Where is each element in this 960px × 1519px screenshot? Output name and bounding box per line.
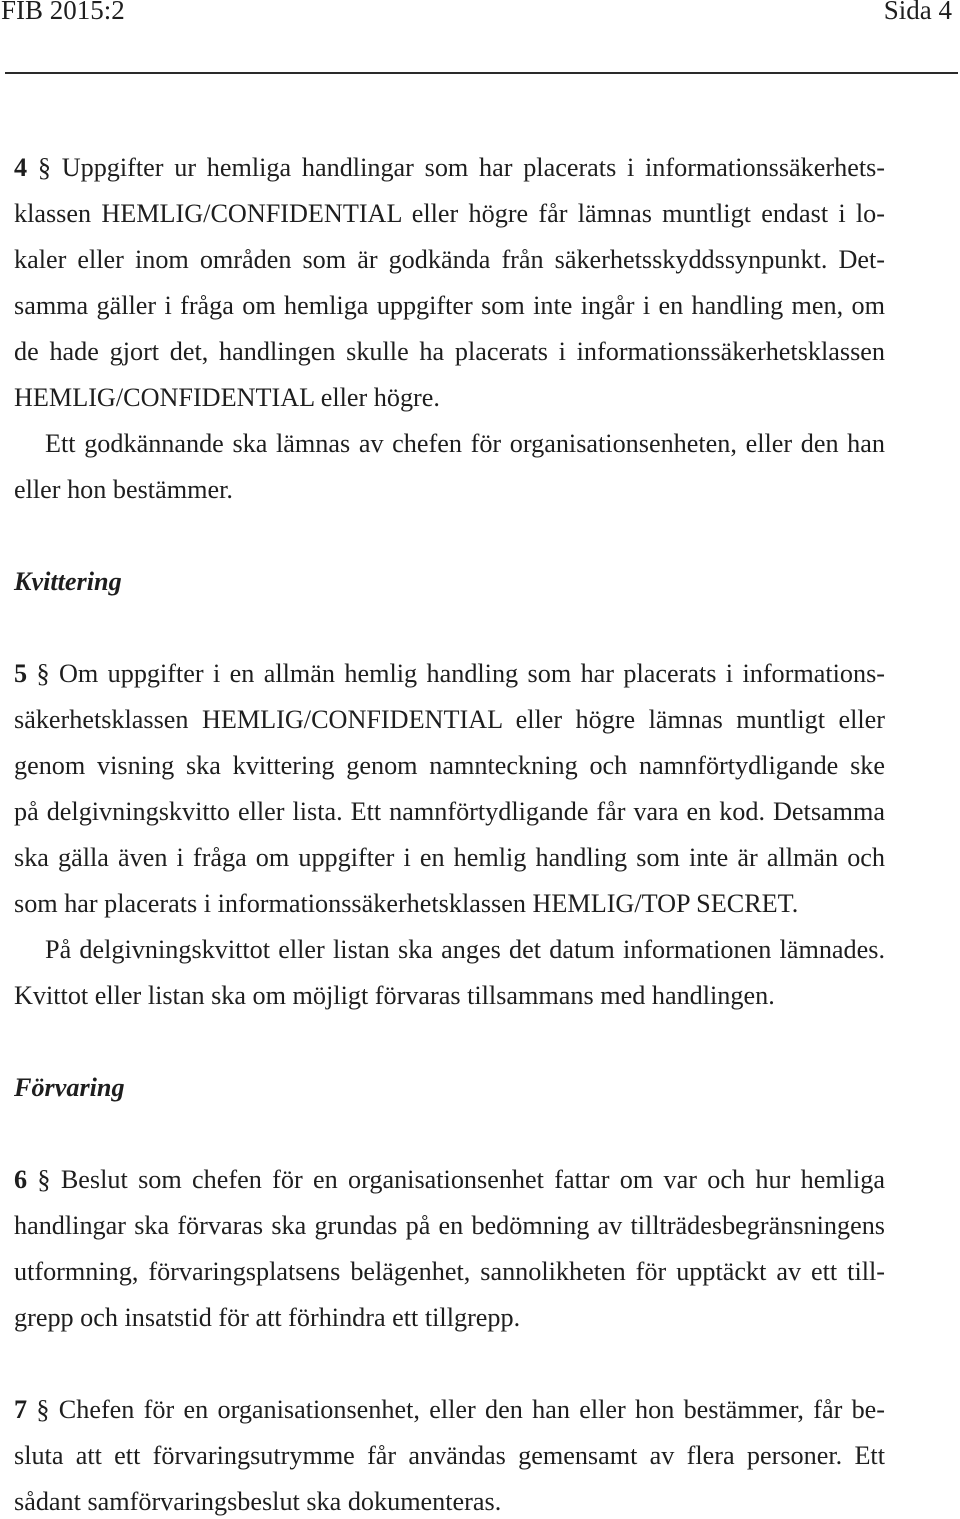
text-line: genom visning ska kvittering genom namnteckning och namnförtydligande ske [14,751,885,780]
text-line: handlingar ska förvaras ska grundas på en bedömning av tillträdesbegränsningens [14,1211,885,1240]
text-line: sluta att ett förvaringsutrymme får användas gemensamt av flera personer. Ett [14,1441,885,1470]
text-line: Kvittot eller listan ska om möjligt förvaras tillsammans med handlingen. [14,981,775,1010]
paragraph-5 [14,651,885,1019]
text-line: som har placerats i informationssäkerhetsklassen HEMLIG/TOP SECRET. [14,889,799,918]
text-line: samma gäller i fråga om hemliga uppgifter som inte ingår i en handling men, om [14,291,885,320]
heading-kvittering-block [14,559,885,605]
paragraph-4 [14,145,885,513]
paragraph-number: 6 [14,1165,28,1194]
text-line: HEMLIG/CONFIDENTIAL eller högre. [14,383,440,412]
text-line [14,1157,885,1195]
text-line-content: Om uppgifter i en allmän hemlig handling som har placerats i informations- [58,659,886,688]
page-number: Sida 4 [883,0,952,25]
paragraph-6 [14,1157,885,1341]
text-line: klassen HEMLIG/CONFIDENTIAL eller högre får lämnas muntligt endast i lo- [14,199,885,228]
text-line: grepp och insatstid för att förhindra ett tillgrepp. [14,1303,521,1332]
text-line-content: Chefen för en organisationsenhet, eller den han eller hon bestämmer, får be- [58,1395,886,1424]
text-line [14,1387,885,1425]
text-line: på delgivningskvitto eller lista. Ett namnförtydligande får vara en kod. Detsamma [14,797,885,826]
text-line: säkerhetsklassen HEMLIG/CONFIDENTIAL eller högre lämnas muntligt eller [14,705,885,734]
text-line-content: Beslut som chefen för en organisationsenhet fattar om var och hur hemliga [60,1165,886,1194]
text-line: ska gälla även i fråga om uppgifter i en hemlig handling som inte är allmän och [14,843,885,872]
paragraph-number: 4 [14,153,28,182]
section-sign: § [37,153,51,182]
section-sign: § [36,1395,50,1424]
text-line: kaler eller inom områden som är godkända från säkerhetsskyddssynpunkt. Det- [14,245,885,274]
text-line: sådant samförvaringsbeslut ska dokumenteras. [14,1487,502,1516]
text-line: Ett godkännande ska lämnas av chefen för organisationsenheten, eller den han [45,429,885,458]
header-rule [5,72,958,74]
section-sign: § [37,1165,51,1194]
section-heading: Förvaring [14,1073,125,1102]
heading-forvaring-block [14,1065,885,1111]
document-id: FIB 2015:2 [1,0,125,25]
paragraph-number: 7 [14,1395,28,1424]
text-line: eller hon bestämmer. [14,475,233,504]
paragraph-7 [14,1387,885,1517]
text-line [14,145,885,183]
document-body [14,145,885,1517]
section-sign: § [36,659,50,688]
text-line-content: Uppgifter ur hemliga handlingar som har placerats i informationssäkerhets- [61,153,886,182]
paragraph-number: 5 [14,659,28,688]
text-line: På delgivningskvittot eller listan ska anges det datum informationen lämnades. [45,935,885,964]
text-line: de hade gjort det, handlingen skulle ha placerats i informationssäkerhetsklassen [14,337,885,366]
text-line [14,651,885,689]
section-heading: Kvittering [14,567,122,596]
text-line: utformning, förvaringsplatsens belägenhet, sannolikheten för upptäckt av ett till- [14,1257,885,1286]
